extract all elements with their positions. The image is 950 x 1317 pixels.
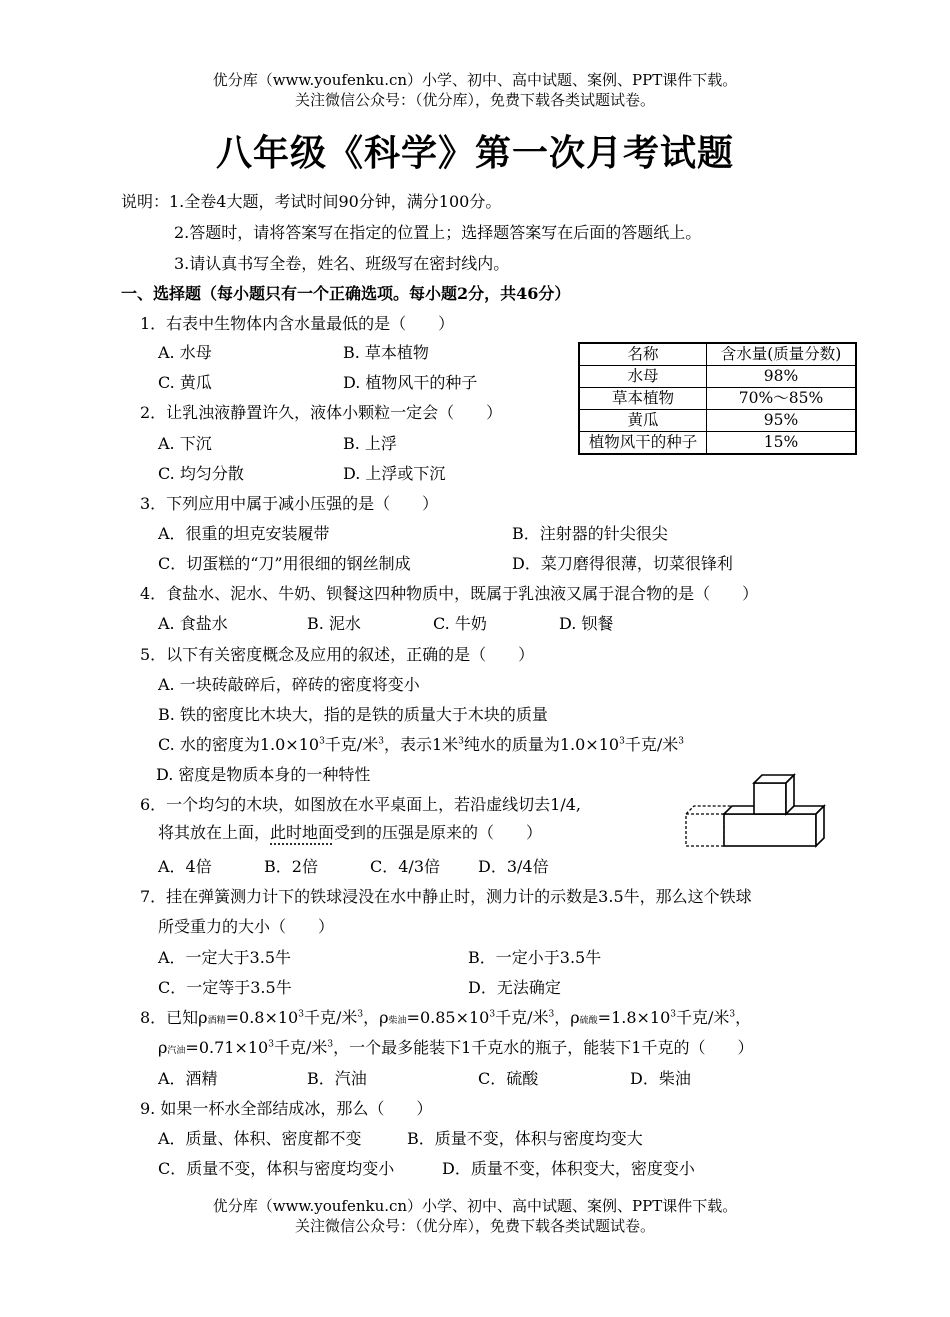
table-header-water: 含水量(质量分数) — [707, 343, 857, 366]
q8-option-b: B．汽油 — [307, 1069, 367, 1088]
q2-option-c: C. 均匀分散 — [158, 464, 244, 483]
q7-option-c: C．一定等于3.5牛 — [158, 978, 292, 997]
q6-option-b: B．2倍 — [264, 857, 318, 876]
exponent: 3 — [327, 1039, 334, 1050]
q8-text: 8．已知ρ — [140, 1008, 208, 1027]
q8-text: ，一个最多能装下1千克水的瓶子，能装下1千克的（ ） — [333, 1038, 754, 1057]
q9-option-c: C．质量不变，体积与密度均变小 — [158, 1159, 395, 1178]
q5-c-text: 千克/米 — [624, 735, 679, 754]
exponent: 3 — [268, 1039, 274, 1050]
exponent: 3 — [670, 1009, 677, 1020]
water-content-table — [578, 342, 857, 455]
q5-option-b: B. 铁的密度比木块大，指的是铁的质量大于木块的质量 — [158, 705, 548, 724]
q8-text: ， — [735, 1008, 752, 1027]
q9-option-a: A．质量、体积、密度都不变 — [158, 1129, 362, 1148]
top-block — [754, 775, 794, 814]
exponent: 3 — [298, 1009, 304, 1020]
q2-stem: 2．让乳浊液静置许久，液体小颗粒一定会（ ） — [140, 403, 503, 422]
table-header-name: 名称 — [579, 343, 707, 366]
header-line-1: 优分库（www.youfenku.cn）小学、初中、高中试题、案例、PPT课件下载。 — [212, 71, 738, 89]
q8-text: ，ρ — [363, 1008, 389, 1027]
emphasis-text: 此时地面 — [270, 823, 335, 842]
q4-option-c: C. 牛奶 — [433, 614, 487, 633]
q8-text: 千克/米 — [303, 1008, 358, 1027]
q8-text: =0.8×10 — [225, 1008, 299, 1027]
table-row — [579, 410, 856, 432]
table-cell: 黄瓜 — [579, 410, 707, 432]
exponent: 3 — [378, 736, 384, 747]
q6-line-1: 6．一个均匀的木块，如图放在水平桌面上，若沿虚线切去1/4, — [140, 795, 582, 814]
exponent: 3 — [619, 736, 625, 747]
exponent: 3 — [458, 736, 464, 747]
q1-option-c: C. 黄瓜 — [158, 373, 212, 392]
q1-option-a: A. 水母 — [158, 343, 212, 362]
q8-text: 千克/米 — [495, 1008, 549, 1027]
q8-text: =1.8×10 — [597, 1008, 671, 1027]
table-cell: 草本植物 — [579, 388, 707, 410]
q3-option-a: A．很重的坦克安装履带 — [158, 524, 330, 543]
q8-text: =0.85×10 — [406, 1008, 490, 1027]
q6-line-2 — [158, 823, 542, 842]
exponent: 3 — [357, 1009, 364, 1020]
q8-text: =0.71×10 — [185, 1038, 269, 1057]
subscript: 酒精 — [207, 1016, 226, 1026]
q3-option-c: C．切蛋糕的“刀”用很细的钢丝制成 — [158, 554, 411, 573]
table-cell: 95% — [707, 410, 857, 432]
table-cell: 植物风干的种子 — [579, 432, 707, 455]
q4-option-d: D. 钡餐 — [559, 614, 614, 633]
exponent: 3 — [548, 1009, 555, 1020]
table-cell: 水母 — [579, 366, 707, 388]
q7-option-a: A．一定大于3.5牛 — [158, 948, 292, 967]
q5-option-d: D. 密度是物质本身的一种特性 — [156, 765, 371, 784]
q5-c-text: ，表示1米 — [383, 735, 459, 754]
q9-stem: 9. 如果一杯水全部结成冰，那么（ ） — [140, 1099, 433, 1118]
header-line-2: 关注微信公众号：（优分库），免费下载各类试题试卷。 — [294, 91, 655, 109]
q2-option-d: D. 上浮或下沉 — [343, 464, 446, 483]
exponent: 3 — [678, 736, 684, 747]
section-heading: 一、选择题（每小题只有一个正确选项。每小题2分，共46分） — [121, 284, 571, 303]
q4-option-a: A. 食盐水 — [158, 614, 228, 633]
table-row — [579, 432, 856, 455]
q9-option-d: D．质量不变，体积变大，密度变小 — [442, 1159, 695, 1178]
q5-c-text: 纯水的质量为1.0×10 — [463, 735, 620, 754]
wood-block-figure — [682, 770, 832, 850]
table-cell: 70%～85% — [707, 388, 857, 410]
q8-line-2 — [158, 1038, 753, 1057]
q1-option-b: B. 草本植物 — [343, 343, 429, 362]
exponent: 3 — [729, 1009, 736, 1020]
q8-text: 千克/米 — [273, 1038, 328, 1057]
exponent: 3 — [489, 1009, 496, 1020]
q6-text: 将其放在上面， — [158, 823, 271, 842]
q7-option-b: B．一定小于3.5牛 — [468, 948, 602, 967]
note-1: 说明：1.全卷4大题，考试时间90分钟，满分100分。 — [121, 192, 502, 211]
q3-option-b: B．注射器的针尖很尖 — [512, 524, 668, 543]
q8-option-a: A．酒精 — [158, 1069, 218, 1088]
note-3: 3.请认真书写全卷，姓名、班级写在密封线内。 — [174, 254, 510, 273]
q4-stem: 4．食盐水、泥水、牛奶、钡餐这四种物质中，既属于乳浊液又属于混合物的是（ ） — [140, 584, 759, 603]
q2-option-a: A. 下沉 — [158, 434, 212, 453]
footer-line-1: 优分库（www.youfenku.cn）小学、初中、高中试题、案例、PPT课件下载。 — [212, 1197, 738, 1215]
note-2: 2.答题时，请将答案写在指定的位置上；选择题答案写在后面的答题纸上。 — [174, 223, 702, 242]
table-row — [579, 366, 856, 388]
q5-option-a: A. 一块砖敲碎后，碎砖的密度将变小 — [158, 675, 420, 694]
q5-stem: 5．以下有关密度概念及应用的叙述，正确的是（ ） — [140, 645, 535, 664]
table-row — [579, 388, 856, 410]
q8-text: 千克/米 — [676, 1008, 730, 1027]
q4-option-b: B. 泥水 — [307, 614, 361, 633]
exponent: 3 — [319, 736, 325, 747]
q3-stem: 3．下列应用中属于减小压强的是（ ） — [140, 494, 439, 513]
q8-text: ρ — [158, 1038, 168, 1057]
q5-c-text: 千克/米 — [324, 735, 379, 754]
q5-c-text: C. 水的密度为1.0×10 — [158, 735, 320, 754]
q7-line-2: 所受重力的大小（ ） — [158, 917, 335, 936]
q6-option-d: D．3/4倍 — [478, 857, 549, 876]
q9-option-b: B．质量不变，体积与密度均变大 — [407, 1129, 643, 1148]
q1-option-d: D. 植物风干的种子 — [343, 373, 478, 392]
table-cell: 15% — [707, 432, 857, 455]
q6-option-a: A．4倍 — [158, 857, 212, 876]
q6-option-c: C．4/3倍 — [370, 857, 440, 876]
subscript: 汽油 — [167, 1046, 186, 1056]
q8-option-d: D．柴油 — [630, 1069, 691, 1088]
q3-option-d: D．菜刀磨得很薄，切菜很锋利 — [512, 554, 733, 573]
subscript: 硫酸 — [579, 1016, 598, 1026]
page-title: 八年级《科学》第一次月考试题 — [215, 132, 734, 174]
q5-option-c — [158, 735, 684, 754]
q2-option-b: B. 上浮 — [343, 434, 397, 453]
q8-text: ，ρ — [554, 1008, 580, 1027]
table-cell: 98% — [707, 366, 857, 388]
q8-option-c: C．硫酸 — [478, 1069, 539, 1088]
footer-line-2: 关注微信公众号：（优分库），免费下载各类试题试卷。 — [294, 1217, 655, 1235]
q6-text: 受到的压强是原来的（ ） — [334, 823, 543, 842]
subscript: 柴油 — [388, 1016, 407, 1026]
q1-stem: 1．右表中生物体内含水量最低的是（ ） — [140, 314, 455, 333]
table-header-row — [579, 343, 856, 366]
q7-line-1: 7．挂在弹簧测力计下的铁球浸没在水中静止时，测力计的示数是3.5牛，那么这个铁球 — [140, 887, 752, 906]
q8-line-1 — [140, 1008, 751, 1027]
q7-option-d: D．无法确定 — [468, 978, 561, 997]
